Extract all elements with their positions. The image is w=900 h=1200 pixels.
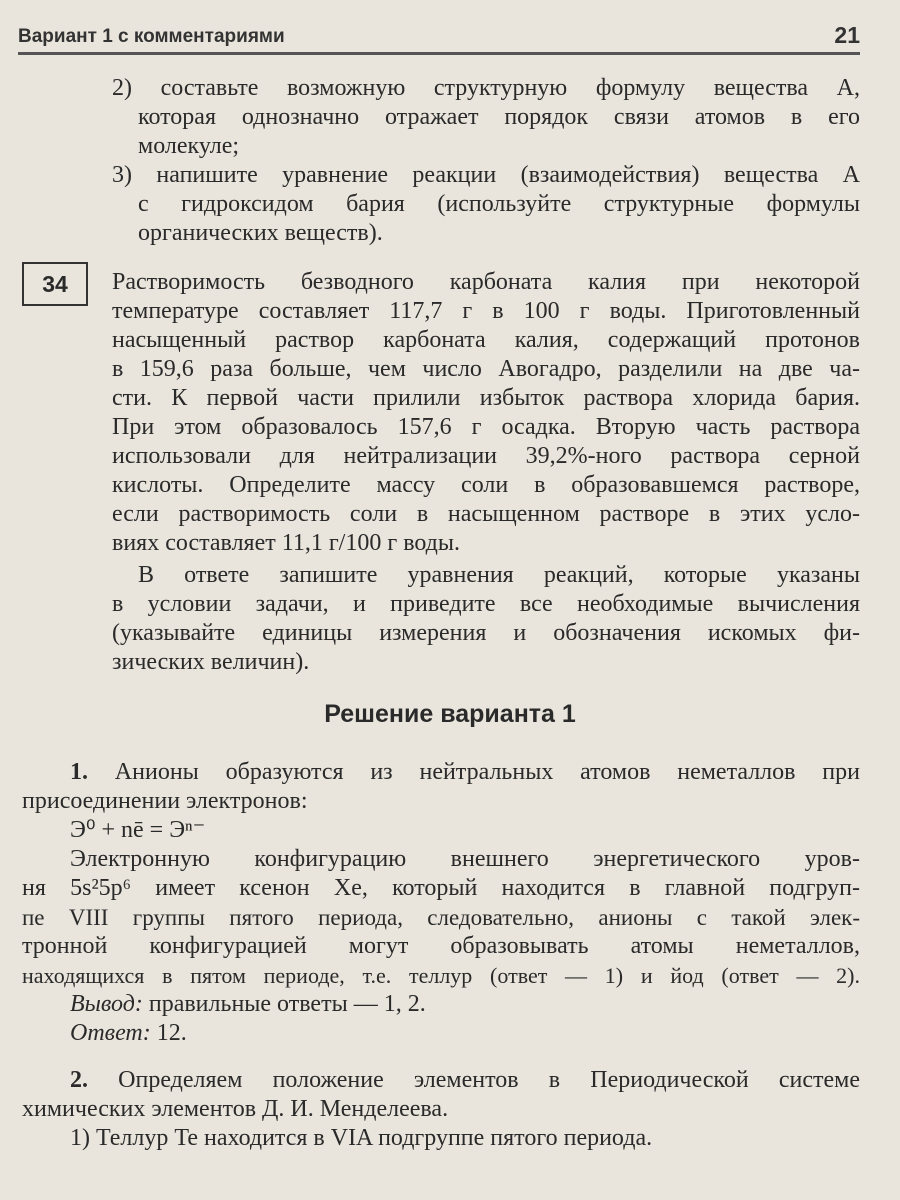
- solution-1-line: тронной конфигурацией могут образовывать атомы неметаллов,: [22, 933, 860, 959]
- task-34-line: насыщенный раствор карбоната калия, содержащий протонов: [112, 327, 860, 353]
- task-34-line: В ответе запишите уравнения реакций, которые указаны: [138, 562, 860, 588]
- task-item-3-line: 3) напишите уравнение реакции (взаимодействия) вещества A: [112, 162, 860, 188]
- task-34-line: Растворимость безводного карбоната калия при некоторой: [112, 269, 860, 295]
- header-title: Вариант 1 с комментариями: [18, 26, 285, 47]
- task-34-line: в 159,6 раза больше, чем число Авогадро, разделили на две ча-: [112, 356, 860, 382]
- task-item-2-line: которая однозначно отражает порядок связи атомов в его: [138, 104, 860, 130]
- solution-1-line: ня 5s²5p⁶ имеет ксенон Xe, который находится в главной подгруп-: [22, 875, 860, 901]
- solution-1-line: пе VIII группы пятого периода, следовательно, анионы с такой элек-: [22, 905, 860, 930]
- solution-1-number: 1.: [70, 759, 88, 785]
- task-34-line: виях составляет 11,1 г/100 г воды.: [112, 530, 460, 556]
- task-item-2-line: молекуле;: [138, 133, 240, 159]
- task-34-line: использовали для нейтрализации 39,2%-ного раствора серной: [112, 443, 860, 469]
- text: Анионы образуются из нейтральных атомов неметаллов при: [88, 759, 860, 785]
- answer-label: Ответ:: [70, 1020, 151, 1046]
- conclusion-text: правильные ответы — 1, 2.: [142, 991, 426, 1017]
- task-34-line: При этом образовалось 157,6 г осадка. Вторую часть раствора: [112, 414, 860, 440]
- running-header: [18, 24, 860, 55]
- task-34-line: зических величин).: [112, 649, 310, 675]
- task-34-line: температуре составляет 117,7 г в 100 г воды. Приготовленный: [112, 298, 860, 324]
- solution-1-line: [70, 758, 860, 787]
- reaction-equation: Э⁰ + nē = Эⁿ⁻: [70, 817, 206, 843]
- task-34-line: если растворимость соли в насыщенном растворе в этих усло-: [112, 501, 860, 527]
- task-34-line: кислоты. Определите массу соли в образовавшемся растворе,: [112, 472, 860, 498]
- solution-1-line: Электронную конфигурацию внешнего энергетического уров-: [70, 846, 860, 872]
- task-34-line: в условии задачи, и приведите все необходимые вычисления: [112, 591, 860, 617]
- solution-2-number: 2.: [70, 1067, 88, 1093]
- solution-1-line: присоединении электронов:: [22, 788, 308, 814]
- conclusion-label: Вывод:: [70, 991, 143, 1017]
- page-number: 21: [834, 22, 860, 48]
- task-number-box: 34: [22, 262, 88, 306]
- task-item-3-line: органических веществ).: [138, 220, 383, 246]
- answer: [70, 1019, 187, 1048]
- task-item-2-line: 2) составьте возможную структурную формулу вещества A,: [112, 75, 860, 101]
- task-34-line: сти. К первой части прилили избыток раствора хлорида бария.: [112, 385, 860, 411]
- solution-2-line: 1) Теллур Te находится в VIA подгруппе пятого периода.: [70, 1125, 653, 1151]
- task-item-3-line: с гидроксидом бария (используйте структурные формулы: [138, 191, 860, 217]
- solution-2-line: [70, 1066, 860, 1095]
- task-34-line: (указывайте единицы измерения и обозначения искомых фи-: [112, 620, 860, 646]
- text: Определяем положение элементов в Периодической системе: [88, 1067, 860, 1093]
- solution-1-line: находящихся в пятом периоде, т.е. теллур (ответ — 1) и йод (ответ — 2).: [22, 963, 860, 988]
- solution-2-line: химических элементов Д. И. Менделеева.: [22, 1096, 449, 1122]
- conclusion: [70, 990, 426, 1019]
- answer-text: 12.: [150, 1020, 187, 1046]
- solution-heading: Решение варианта 1: [324, 700, 576, 728]
